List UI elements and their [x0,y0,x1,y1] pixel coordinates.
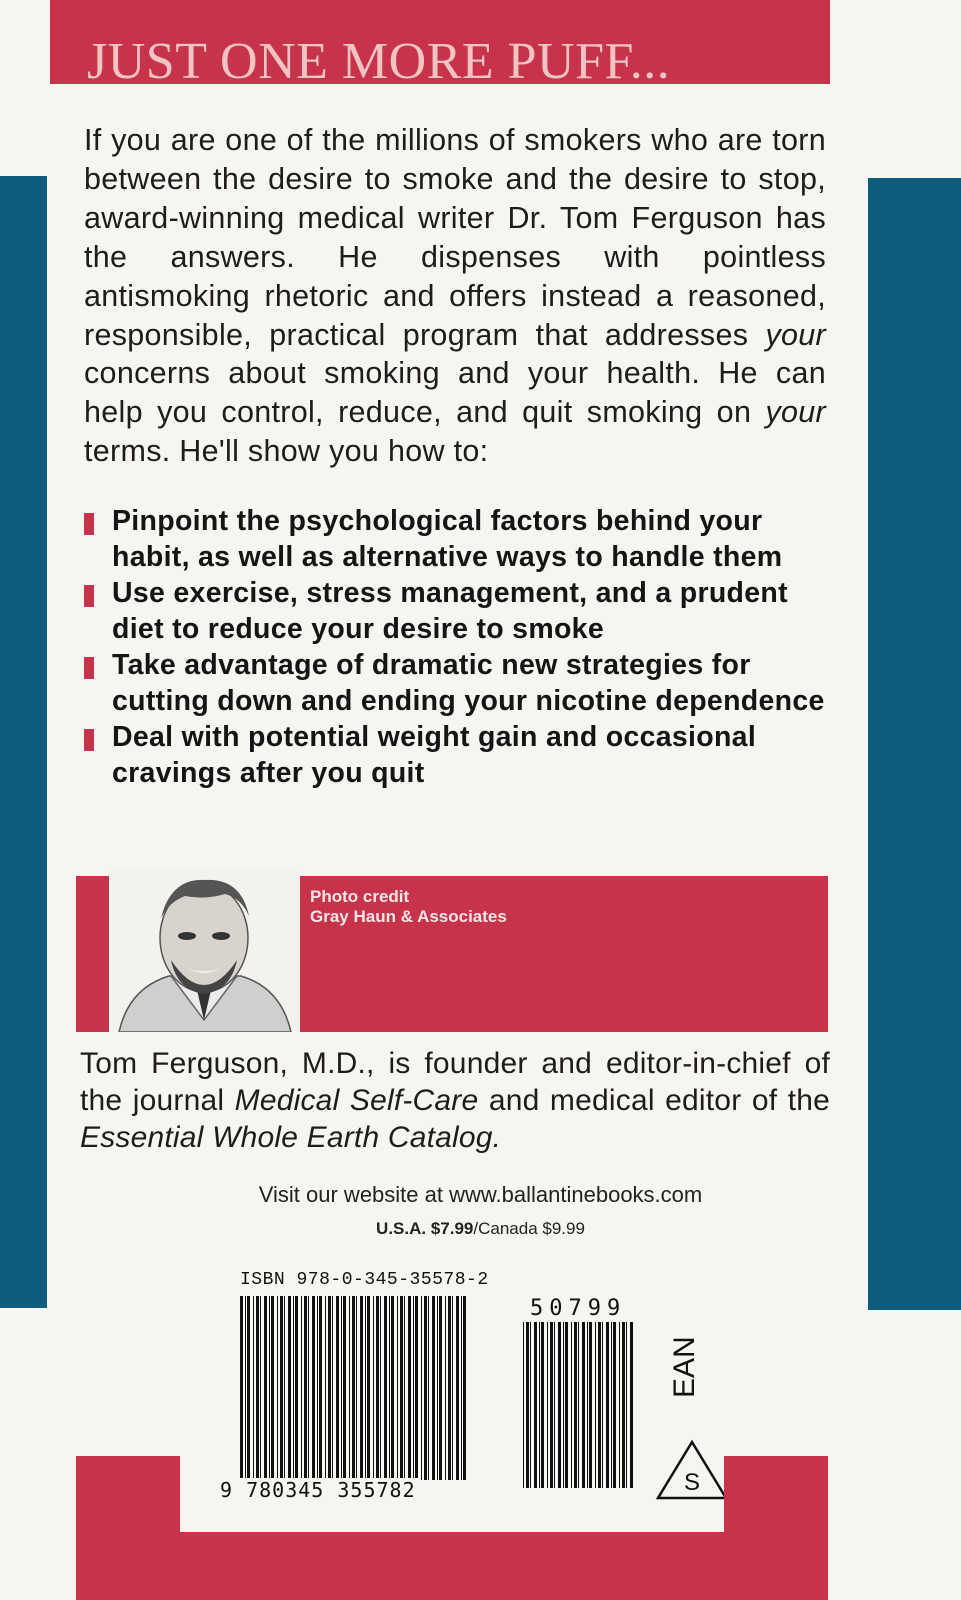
barcode-bar [428,1296,429,1480]
list-item [84,576,834,647]
list-item [84,648,834,719]
author-catalog-title: Essential Whole Earth Catalog. [80,1121,502,1154]
intro-text-2: concerns about smoking and your health. He can help you control, reduce, and quit smoking on [84,356,826,430]
list-item-text: Pinpoint the psychological factors behind your habit, as well as alternative ways to handle them [112,505,783,573]
bullet-marker [84,513,94,535]
bullet-marker [84,729,94,751]
barcode-bar [304,1296,307,1480]
barcode-bar [424,1296,427,1480]
barcode-bar [367,1296,370,1480]
book-tagline: JUST ONE MORE PUFF... [87,33,671,84]
left-blue-band [0,176,47,1308]
price-canada: /Canada $9.99 [473,1219,585,1238]
isbn-barcode [238,1296,470,1480]
barcode-bar [349,1296,350,1480]
barcode-bar [260,1296,261,1480]
price-country: U.S.A. [376,1219,431,1238]
photo-credit [310,887,507,927]
barcode-bar [373,1296,374,1480]
barcode-bar [463,1296,466,1480]
barcode-bar [308,1296,309,1480]
barcode-bar [343,1296,346,1480]
list-item-text: Use exercise, stress management, and a prudent diet to reduce your desire to smoke [112,577,788,645]
barcode-bar [325,1296,326,1480]
barcode-bar [245,1296,246,1480]
price-code: 50799 [530,1296,627,1321]
barcode-bar [445,1296,446,1480]
barcode-digits: 9 780345 355782 [220,1478,416,1502]
barcode-bar [328,1296,331,1480]
barcode-bar [352,1296,355,1480]
price-line [0,1219,961,1239]
list-item [84,720,834,791]
barcode-bar [408,1296,411,1480]
barcode-bar [317,1296,318,1480]
sales-symbol-letter: S [683,1469,701,1496]
barcode-bar [356,1296,357,1480]
barcode-bar [404,1296,405,1480]
barcode-bar [397,1296,398,1480]
isbn-number: ISBN 978-0-345-35578-2 [240,1270,489,1290]
bullet-marker [84,657,94,679]
barcode-bar [319,1296,322,1480]
barcode-bar [277,1296,278,1480]
list-item-text: Deal with potential weight gain and occasional cravings after you quit [112,721,757,789]
list-item-text: Take advantage of dramatic new strategies for cutting down and ending your nicotine dependence [112,649,825,717]
barcode-bar [280,1296,283,1480]
barcode-bar [413,1296,414,1480]
barcode-bar [295,1296,298,1480]
barcode-bar [264,1296,267,1480]
intro-paragraph [84,121,826,471]
bullet-marker [84,585,94,607]
intro-emphasis-2: your [765,395,826,430]
barcode-bar [461,1296,462,1480]
barcode-bar [389,1296,390,1480]
barcode-bar [332,1296,333,1480]
right-blue-band [868,178,961,1310]
title-banner [50,0,830,84]
barcode-bar [376,1296,379,1480]
barcode-bar [271,1296,274,1480]
author-bio [80,1045,830,1156]
barcode-bar [384,1296,387,1480]
barcode-bar [432,1296,435,1480]
barcode-bar [312,1296,315,1480]
author-journal-title: Medical Self-Care [234,1084,479,1117]
barcode-bar [400,1296,403,1480]
barcode-bar [301,1296,302,1480]
author-text-1: Tom Ferguson, M.D., is founder and editor-in-chief of the journal [80,1047,830,1117]
barcode-bar [256,1296,259,1480]
barcode-bar [391,1296,394,1480]
author-photo [109,870,300,1032]
barcode-bar [284,1296,285,1480]
barcode-bar [269,1296,270,1480]
intro-text-1: If you are one of the millions of smokers who are torn between the desire to smoke and the desire to stop, award-winning medical writer Dr. Tom Ferguson has the answers. He dispenses with pointless antismoking rhetoric and offers instead a reasoned, responsible, practical program that addresses [84,123,826,352]
author-text-2: and medical editor of the [478,1084,830,1117]
barcode-bar [336,1296,339,1480]
barcode-bar [247,1296,250,1480]
benefits-list [84,504,834,792]
photo-band-left [76,876,109,1032]
bottom-frame [76,1456,828,1600]
barcode-bar [293,1296,294,1480]
list-item [84,504,834,575]
barcode-bar [253,1296,254,1480]
ean-label: EAN [668,1336,701,1398]
barcode-bar [448,1296,451,1480]
intro-emphasis-1: your [765,317,826,352]
intro-text-3: terms. He'll show you how to: [84,434,489,469]
barcode-bar [421,1296,422,1480]
barcode-bar [452,1296,453,1480]
photo-credit-name: Gray Haun & Associates [310,907,507,926]
barcode-bar [360,1296,363,1480]
barcode-bar [439,1296,442,1480]
barcode-bar [240,1296,243,1480]
website-line: Visit our website at www.ballantinebooks.com [258,1182,703,1207]
barcode-bar [437,1296,438,1480]
barcode-bar [341,1296,342,1480]
barcode-bar [365,1296,366,1480]
price-us: $7.99 [430,1219,474,1238]
barcode-bar [415,1296,418,1480]
barcode-bar [380,1296,381,1480]
barcode-bar [288,1296,291,1480]
barcode-bar [456,1296,459,1480]
photo-credit-label: Photo credit [310,887,410,906]
